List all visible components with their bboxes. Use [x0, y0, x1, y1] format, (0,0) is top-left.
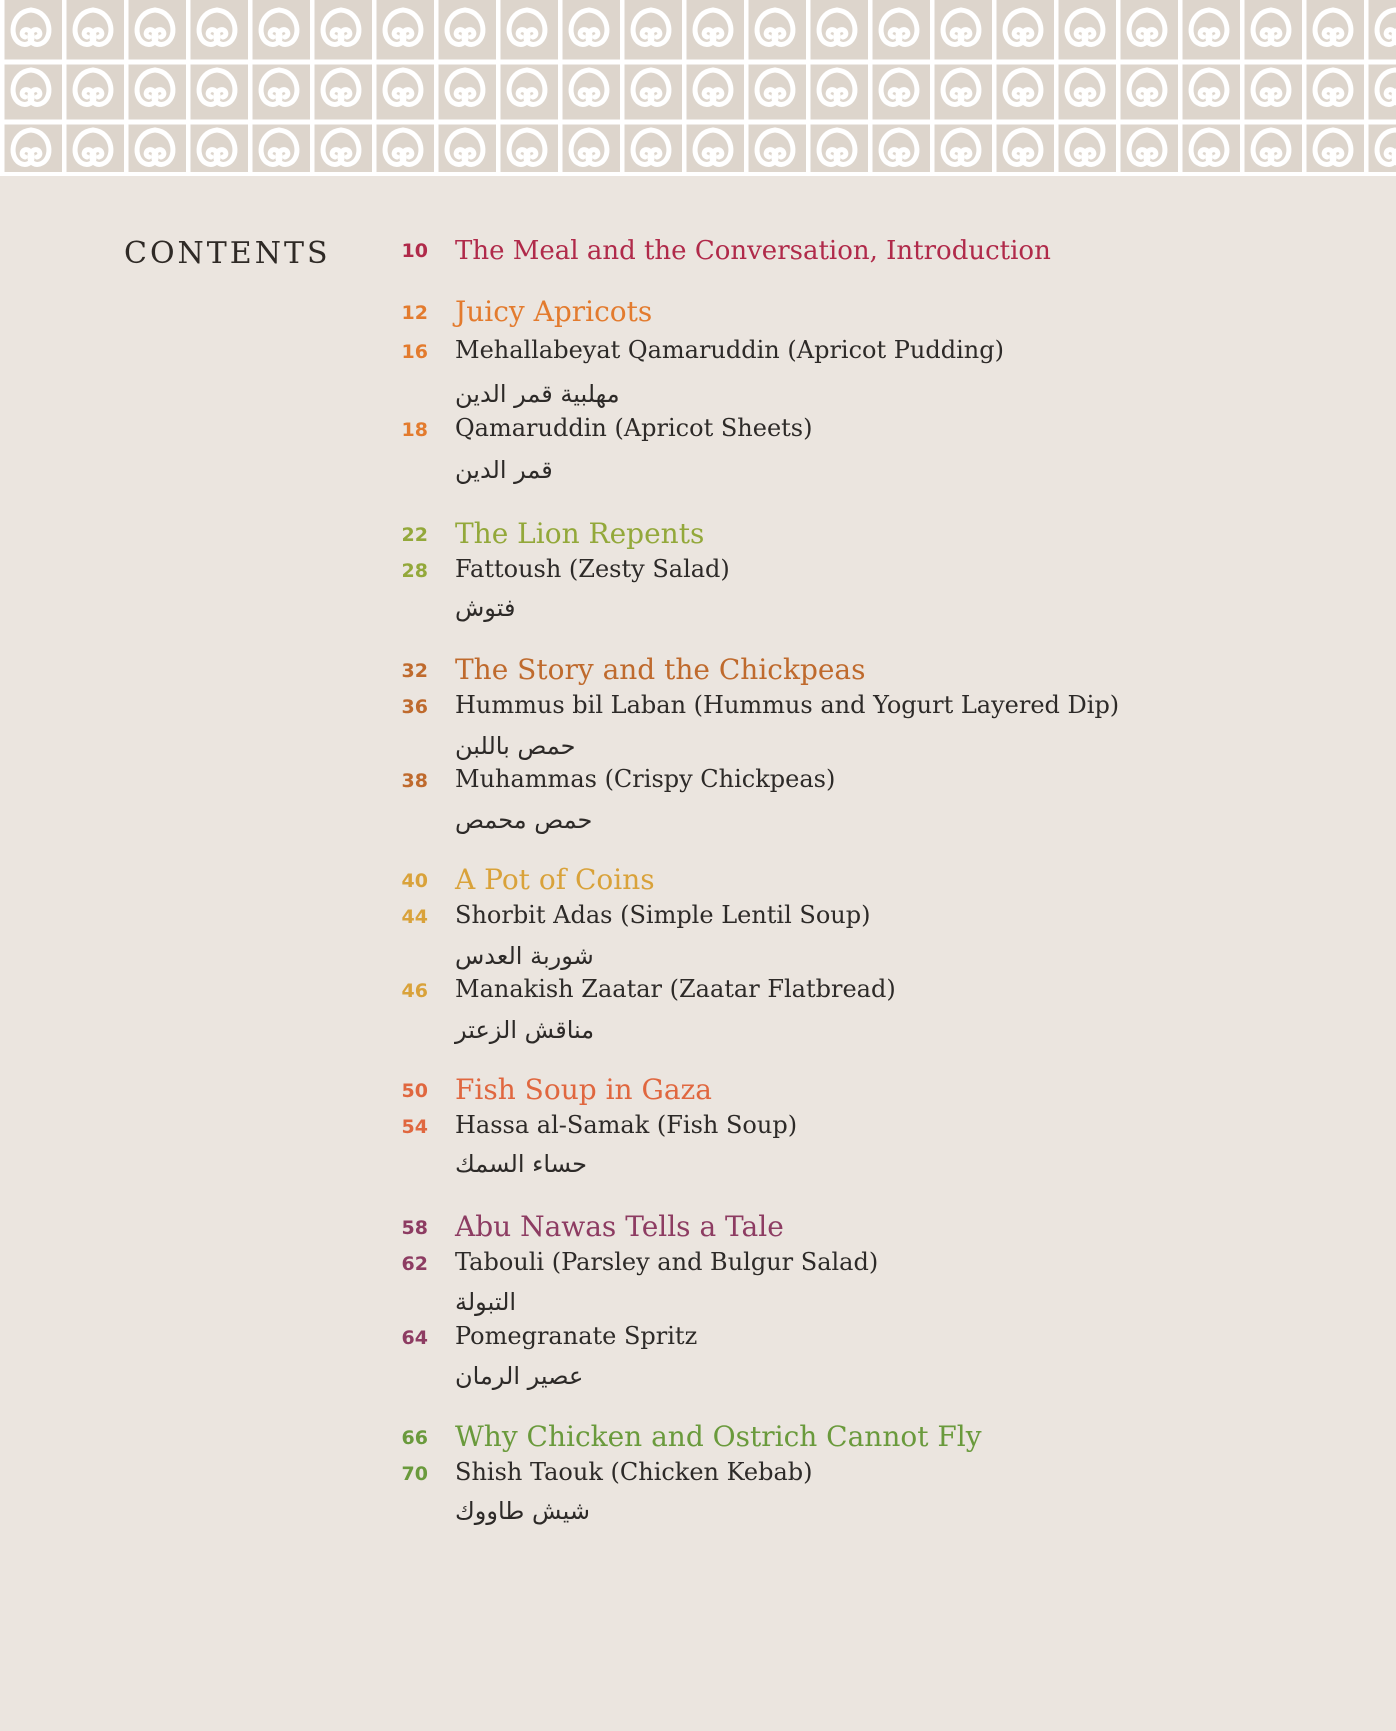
story-title: Abu Nawas Tells a Tale	[455, 1210, 784, 1243]
recipe-page-number: 54	[401, 1116, 428, 1138]
recipe-title: Manakish Zaatar (Zaatar Flatbread)	[455, 975, 896, 1003]
recipe-page-number: 46	[401, 980, 428, 1002]
recipe-title: Hassa al-Samak (Fish Soup)	[455, 1111, 798, 1139]
contents-heading: CONTENTS	[124, 236, 331, 271]
intro-page-number: 10	[401, 240, 428, 262]
recipe-page-number: 36	[401, 696, 428, 718]
intro-title: The Meal and the Conversation, Introduction	[455, 236, 1051, 266]
story-page-number: 12	[401, 302, 428, 324]
recipe-arabic-name: مناقش الزعتر	[455, 1016, 595, 1044]
recipe-title: Pomegranate Spritz	[455, 1322, 698, 1350]
story-page-number: 22	[401, 524, 428, 546]
recipe-page-number: 64	[401, 1327, 428, 1349]
recipe-arabic-name: شيش طاووك	[455, 1497, 590, 1525]
recipe-page-number: 28	[401, 560, 428, 582]
story-page-number: 58	[401, 1217, 428, 1239]
recipe-arabic-name: مهلبية قمر الدين	[455, 380, 620, 408]
story-title: The Story and the Chickpeas	[455, 653, 866, 686]
recipe-page-number: 16	[401, 341, 428, 363]
recipe-title: Fattoush (Zesty Salad)	[455, 555, 730, 583]
recipe-arabic-name: التبولة	[455, 1288, 517, 1316]
recipe-title: Mehallabeyat Qamaruddin (Apricot Pudding)	[455, 336, 1004, 364]
story-title: A Pot of Coins	[455, 863, 655, 896]
story-page-number: 50	[401, 1080, 428, 1102]
recipe-arabic-name: حمص باللبن	[455, 732, 576, 760]
recipe-arabic-name: عصير الرمان	[455, 1362, 584, 1390]
recipe-title: Hummus bil Laban (Hummus and Yogurt Layered Dip)	[455, 691, 1120, 719]
recipe-arabic-name: قمر الدين	[455, 456, 553, 484]
recipe-arabic-name: شوربة العدس	[455, 942, 594, 970]
story-page-number: 66	[401, 1427, 428, 1449]
recipe-arabic-name: حساء السمك	[455, 1150, 587, 1178]
story-title: Why Chicken and Ostrich Cannot Fly	[455, 1420, 982, 1453]
recipe-page-number: 70	[401, 1463, 428, 1485]
recipe-page-number: 18	[401, 419, 428, 441]
recipe-arabic-name: حمص محمص	[455, 806, 593, 834]
recipe-page-number: 62	[401, 1253, 428, 1275]
story-title: The Lion Repents	[455, 517, 705, 550]
recipe-title: Tabouli (Parsley and Bulgur Salad)	[455, 1248, 879, 1276]
story-page-number: 32	[401, 660, 428, 682]
story-page-number: 40	[401, 870, 428, 892]
recipe-arabic-name: فتوش	[455, 594, 516, 622]
recipe-title: Shish Taouk (Chicken Kebab)	[455, 1458, 813, 1486]
recipe-title: Shorbit Adas (Simple Lentil Soup)	[455, 901, 871, 929]
story-title: Juicy Apricots	[455, 295, 653, 328]
recipe-title: Qamaruddin (Apricot Sheets)	[455, 414, 813, 442]
recipe-title: Muhammas (Crispy Chickpeas)	[455, 765, 836, 793]
recipe-page-number: 38	[401, 770, 428, 792]
recipe-page-number: 44	[401, 906, 428, 928]
story-title: Fish Soup in Gaza	[455, 1073, 712, 1106]
